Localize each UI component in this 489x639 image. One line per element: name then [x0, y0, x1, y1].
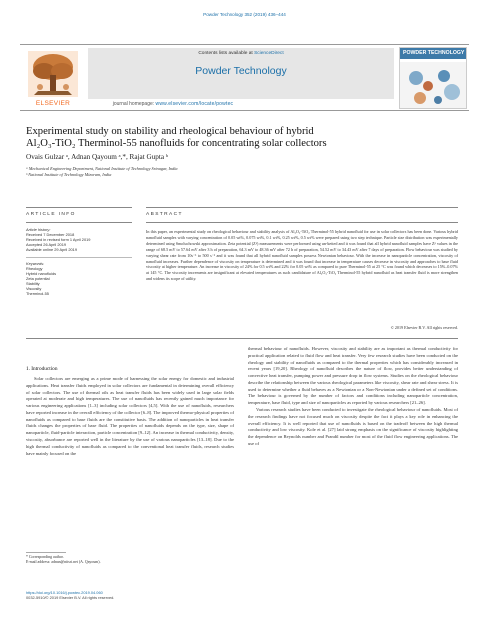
keyword: Zeta potential [26, 276, 50, 281]
journal-cover-thumbnail [399, 47, 467, 109]
keyword: Hybrid nanofluids [26, 271, 57, 276]
affiliation-b: ᵇ National Institute of Technology Mizoram, India [26, 172, 112, 177]
abstract-copyright: © 2019 Elsevier B.V. All rights reserved. [390, 325, 458, 330]
keyword: Viscosity [26, 286, 42, 291]
divider [146, 222, 458, 223]
footnote-email: E-mail address: adnan@nitsri.net (A. Qayoum). [26, 560, 101, 565]
section-heading-introduction: 1. Introduction [26, 366, 58, 372]
author-list: Ovais Gulzar ᵃ, Adnan Qayoum ᵃ,*, Rajat Gupta ᵇ [26, 153, 169, 161]
history-revised: Received in revised form 1 April 2019 [26, 237, 91, 242]
issn-line: 0032-5910/© 2019 Elsevier B.V. All rights reserved. [26, 595, 115, 601]
journal-homepage-line [20, 101, 326, 107]
journal-info-box [88, 48, 394, 99]
doi-link[interactable]: https://doi.org/10.1016/j.powtec.2019.04.060 [26, 590, 103, 595]
journal-masthead [20, 44, 469, 111]
article-title [26, 126, 446, 151]
article-title-line-2: Al₂O₃-TiO₂ Therminol-55 nanofluids for concentrating solar collectors [26, 138, 327, 150]
body-paragraph: Various research studies have been conducted to investigate the rheological behaviour of nanofluids. Most of the research findings have not focused much on viscosity despite the fact it plays a key role in enhancing the overall efficiency. It is well reported that use of nanofluids is based on the tradeoff between the high thermal conductivity and low viscosity. Kole et al. [27] laid strong emphasis on the significance of viscosity highlighting the dependence on Reynolds number and Prandtl number for most of the fluid flow engineering applications. The use of [248, 407, 458, 446]
journal-title: Powder Technology [195, 65, 287, 77]
history-received: Received 7 December 2018 [26, 232, 75, 237]
keyword: Stability [26, 281, 40, 286]
journal-homepage-link[interactable]: www.elsevier.com/locate/powtec [155, 101, 234, 107]
article-title-line-1: Experimental study on stability and rheological behaviour of hybrid [26, 126, 314, 137]
divider [146, 207, 458, 208]
corresponding-author-footnote [26, 555, 186, 565]
keyword: Therminol-55 [26, 291, 49, 296]
journal-cover-image [400, 62, 467, 109]
history-accepted: Accepted 26 April 2019 [26, 242, 67, 247]
history-online: Available online 29 April 2019 [26, 247, 77, 252]
contents-prefix: Contents lists available at [198, 51, 255, 56]
article-history-label: Article history: [26, 227, 51, 232]
article-info-heading: ARTICLE INFO [26, 212, 76, 217]
body-column-right [248, 346, 458, 448]
abstract-text: In this paper, an experimental study on rheological behaviour and stability analysis of Al₂O₃-TiO₂ Therminol-55 hybrid nanofluid for use in solar collectors has been done. Various hybrid nanofluid samples with varying concentration of 0.05 wt%, 0.075 wt%, 0.1 wt%, 0.25 wt%, 0.5 wt% were prepared using two step technique. Particle size distribution was experimentally determined using Smoluchowski approximation. Zeta potential (Zᵖ) measurements were performed using un-ketted and it was found that all hybrid nanofluid samples have Zᵖ values in the range of 68.5 mV to 57.64 mV after 3 h of preparation, 64.3 mV to 48.36 mV after 72 h of preparation, 54.52 mV to 34.43 mV after 7 days of preparation. Flow behaviour was studied by varying shear rate from 10s⁻¹ to 500 s⁻¹ and it was found that all hybrid nanofluid samples possess Newtonian behaviour. With the increase in nanoparticle concentration, viscosity of nanofluid increases. Further dependence of viscosity on temperature is determined and it was found that increase in temperature causes decrease in viscosity and approaches to base fluid viscosity at higher temperature. An increase in viscosity of 24% for 0.5 wt% and 22% for 0.05 wt% as compared to pure Therminol-55 at 25 °C was found which decreases to 15%–0.07% at 145 °C. The viscosity increments are insignificant at elevated temperatures as such candidature of Al₂O₃-TiO₂ Therminol-55 hybrid nanofluid as heat transfer fluid is more strengthen and widens its scope of utility. [146, 229, 458, 282]
running-head: Powder Technology 352 (2019) 436–444 [203, 12, 286, 17]
contents-available-line [88, 51, 394, 56]
homepage-prefix: journal homepage: [112, 101, 156, 107]
doi-block [26, 590, 226, 600]
divider [26, 257, 132, 258]
body-column-left [26, 376, 234, 457]
keyword: Rheology [26, 266, 43, 271]
divider [26, 338, 458, 339]
body-paragraph: thermal behaviour of nanofluids. However, viscosity and stability are as important as thermal conductivity for practical application related to fluid flow and heat transfer. Very few research studies have been conducted on the rheology and stability of nanofluids as compared to the thermal properties which has considerably increased in recent years [19,20]. Rheology of nanofluid describes the nature of flow, provides better understanding of convective heat transfer, pumping power and pressure drop in flow systems. Studies on the rheological behaviour describe the relationship between the various rheological parameters like viscosity, shear rate and shear stress. It is used to determine whether a fluid behaves as a Newtonian or a Non-Newtonian under a defined set of conditions. The behaviour is governed by the number of factors and conditions including nanoparticle concentration, temperature, base fluid, type and size of nanoparticles as reported by various researchers [21–26]. [248, 346, 458, 406]
footnote-corresponding: * Corresponding author. [26, 555, 64, 559]
body-paragraph: Solar collectors are emerging as a prime mode of harnessing the solar energy for domestic and industrial applications. Heat transfer fluids employed in solar collectors are fundamental in determining overall efficiency of solar collectors. The use of thermal oils as heat transfer fluids has been widely used in large solar fields operated at moderate and high temperatures. The use of nanofluids has recently gained much importance for various engineering applications [1–3] including solar collectors [4,5]. With the use of nanofluids, researchers have reported increase in the overall efficiency of the collector [6–8]. The improved thermo-physical properties of nanofluids as compared to base fluids are the constitutive basis. The addition of nanoparticles in heat transfer fluids changes the properties of base fluid. The properties of nanofluids depends on the type, size, shape of nanoparticle, fluid-particle interaction, particle concentration [9–12]. An increase in thermal conductivity, density, viscosity, absorbance are reported well in the literature by the use of various nanoparticles [13–18]. Due to the high thermal conductivity of nanofluids as compared to the conventional heat transfer fluids, research studies have mainly focused on the [26, 376, 234, 456]
abstract-heading: ABSTRACT [146, 212, 183, 217]
divider [26, 222, 132, 223]
affiliation-a: ᵃ Mechanical Engineering Department, National Institute of Technology Srinagar, India [26, 166, 178, 171]
cover-title: POWDER TECHNOLOGY [403, 50, 465, 56]
sciencedirect-link[interactable]: ScienceDirect [254, 51, 284, 56]
divider [26, 207, 132, 208]
publisher-wordmark: ELSEVIER [35, 100, 71, 107]
footnote-divider [26, 552, 66, 553]
keywords-label: Keywords: [26, 261, 45, 266]
